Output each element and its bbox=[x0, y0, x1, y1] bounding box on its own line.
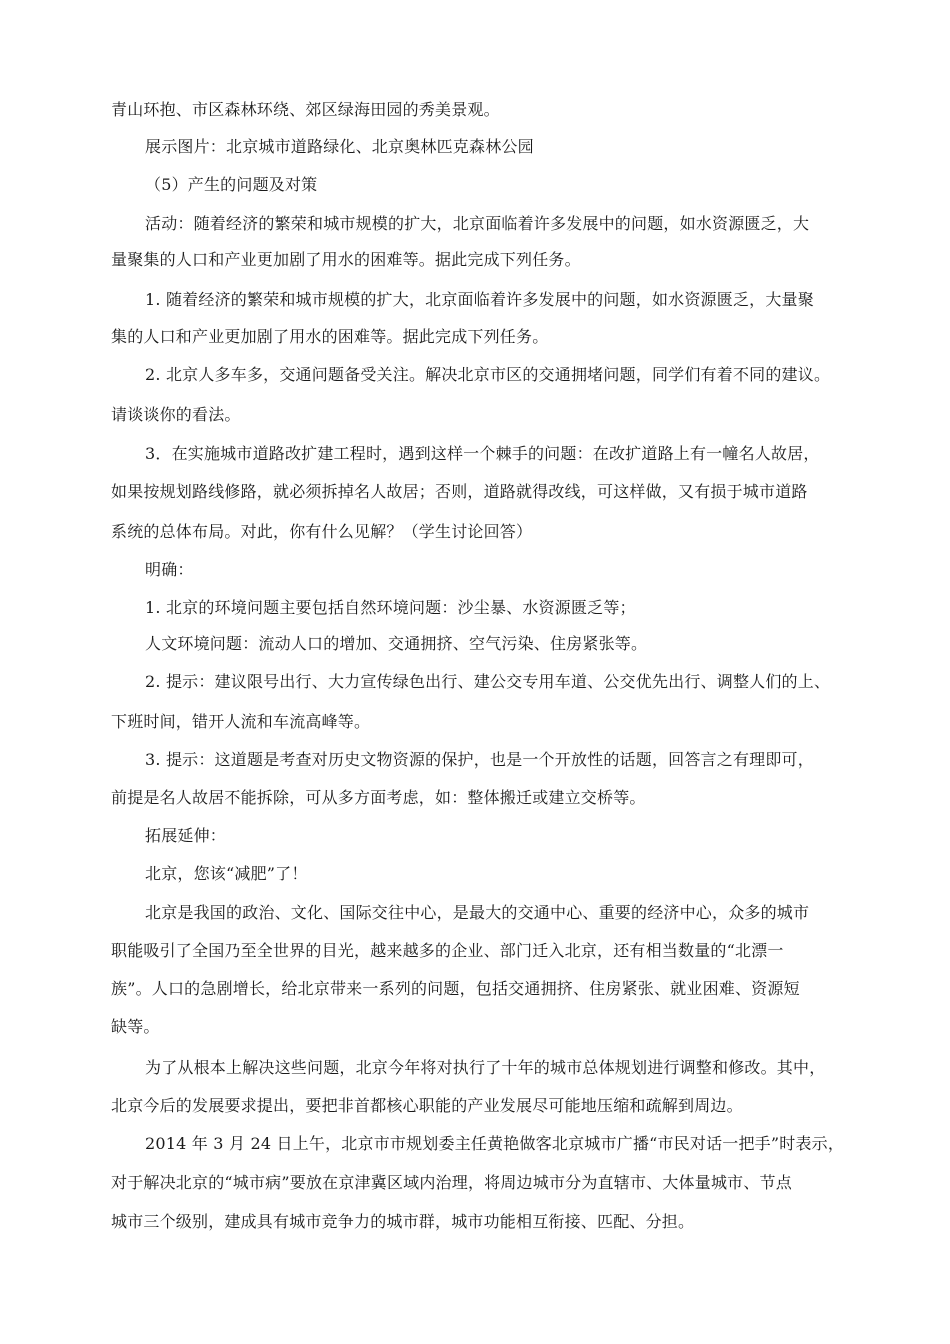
text-line-7: 集的人口和产业更加剧了用水的困难等。据此完成下列任务。 bbox=[111, 327, 549, 346]
text-line-30: 城市三个级别，建成具有城市竞争力的城市群，城市功能相互衔接、匹配、分担。 bbox=[111, 1212, 695, 1231]
text-line-17: 下班时间，错开人流和车流高峰等。 bbox=[111, 712, 371, 731]
text-line-24: 族”。人口的急剧增长，给北京带来一系列的问题，包括交通拥挤、住房紧张、就业困难、资源短 bbox=[111, 979, 800, 998]
text-line-22: 北京是我国的政治、文化、国际交往中心，是最大的交通中心、重要的经济中心，众多的城市 bbox=[145, 903, 810, 922]
text-line-20: 拓展延伸： bbox=[145, 826, 227, 845]
text-line-26: 为了从根本上解决这些问题，北京今年将对执行了十年的城市总体规划进行调整和修改。其中， bbox=[145, 1058, 826, 1077]
text-line-5: 量聚集的人口和产业更加剧了用水的困难等。据此完成下列任务。 bbox=[111, 250, 581, 269]
text-line-2: 展示图片：北京城市道路绿化、北京奥林匹克森林公园 bbox=[145, 137, 534, 156]
text-line-1: 青山环抱、市区森林环绕、郊区绿海田园的秀美景观。 bbox=[111, 100, 500, 119]
text-line-16: 2. 提示：建议限号出行、大力宣传绿色出行、建公交专用车道、公交优先出行、调整人们的上、 bbox=[145, 672, 831, 691]
text-line-27: 北京今后的发展要求提出，要把非首都核心职能的产业发展尽可能地压缩和疏解到周边。 bbox=[111, 1096, 743, 1115]
text-line-21: 北京，您该“减肥”了！ bbox=[145, 864, 308, 883]
text-line-12: 系统的总体布局。对此，你有什么见解？（学生讨论回答） bbox=[111, 522, 533, 541]
section-heading: （5）产生的问题及对策 bbox=[145, 175, 318, 194]
text-line-29: 对于解决北京的“城市病”要放在京津冀区域内治理，将周边城市分为直辖市、大体量城市、节点 bbox=[111, 1173, 792, 1192]
text-line-9: 请谈谈你的看法。 bbox=[111, 405, 241, 424]
text-line-18: 3. 提示：这道题是考查对历史文物资源的保护，也是一个开放性的话题，回答言之有理即可， bbox=[145, 750, 814, 769]
text-line-13: 明确： bbox=[145, 560, 194, 579]
text-line-25: 缺等。 bbox=[111, 1017, 160, 1036]
text-line-6: 1. 随着经济的繁荣和城市规模的扩大，北京面临着许多发展中的问题，如水资源匮乏，大量聚 bbox=[145, 290, 814, 309]
text-line-11: 如果按规划路线修路，就必须拆掉名人故居；否则，道路就得改线，可这样做，又有损于城市道路 bbox=[111, 482, 808, 501]
text-line-8: 2. 北京人多车多，交通问题备受关注。解决北京市区的交通拥堵问题，同学们有着不同的建议。 bbox=[145, 365, 831, 384]
text-line-4: 活动：随着经济的繁荣和城市规模的扩大，北京面临着许多发展中的问题，如水资源匮乏，大 bbox=[145, 214, 810, 233]
text-line-15: 人文环境问题：流动人口的增加、交通拥挤、空气污染、住房紧张等。 bbox=[145, 634, 648, 653]
text-line-14: 1. 北京的环境问题主要包括自然环境问题：沙尘暴、水资源匮乏等； bbox=[145, 598, 636, 617]
text-line-19: 前提是名人故居不能拆除，可从多方面考虑，如：整体搬迁或建立交桥等。 bbox=[111, 788, 646, 807]
text-line-23: 职能吸引了全国乃至全世界的目光，越来越多的企业、部门迁入北京，还有相当数量的“北漂一 bbox=[111, 941, 784, 960]
text-line-10: 3．在实施城市道路改扩建工程时，遇到这样一个棘手的问题：在改扩道路上有一幢名人故居， bbox=[145, 444, 820, 463]
text-line-28: 2014 年 3 月 24 日上午，北京市市规划委主任黄艳做客北京城市广播“市民对话一把手”时表示， bbox=[145, 1134, 845, 1153]
